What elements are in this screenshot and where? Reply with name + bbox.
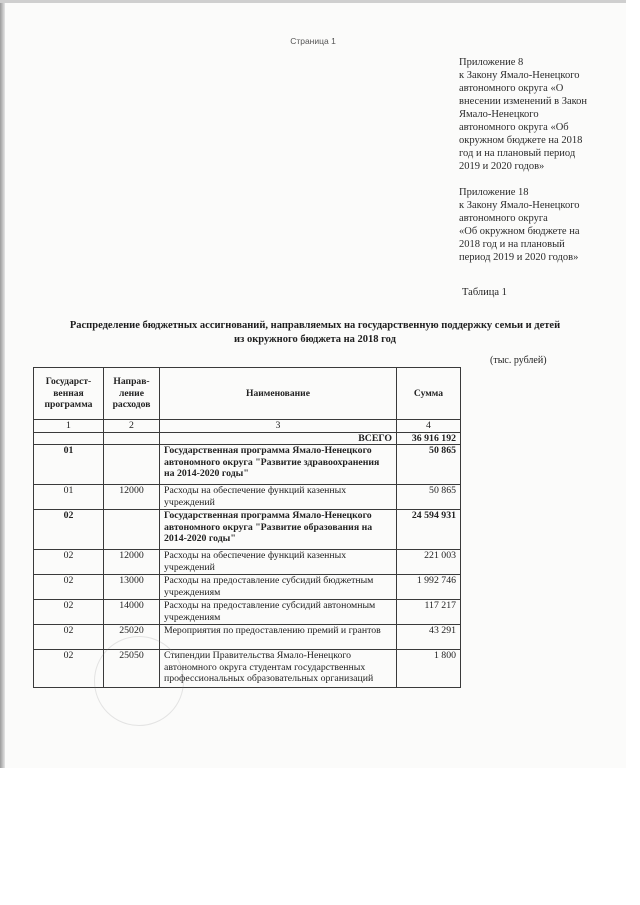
- sum-cell: 50 865: [397, 445, 461, 485]
- appendix-8-line: 2019 и 2020 годов»: [459, 161, 545, 172]
- table-row: [34, 600, 461, 625]
- name-cell: Расходы на обеспечение функций казенных учреждений: [160, 485, 397, 510]
- direction-cell: 25020: [104, 625, 160, 650]
- total-label: ВСЕГО: [160, 432, 397, 445]
- units-label: (тыс. рублей): [490, 355, 547, 366]
- appendix-18-line: Приложение 18: [459, 187, 529, 198]
- total-sum: 36 916 192: [397, 432, 461, 445]
- sum-cell: 221 003: [397, 550, 461, 575]
- name-cell: Расходы на предоставление субсидий бюджетным учреждениям: [160, 575, 397, 600]
- sum-cell: 1 800: [397, 650, 461, 688]
- table-row: [34, 625, 461, 650]
- total-row: [34, 432, 461, 445]
- name-cell: Государственная программа Ямало-Ненецкого автономного округа "Развитие образования на 2014-2020 годы": [160, 510, 397, 550]
- total-empty: [104, 432, 160, 445]
- direction-cell: 12000: [104, 485, 160, 510]
- program-cell: 01: [34, 445, 104, 485]
- direction-cell: [104, 510, 160, 550]
- title-line: из окружного бюджета на 2018 год: [234, 333, 396, 345]
- sum-cell: 1 992 746: [397, 575, 461, 600]
- column-number: 2: [104, 420, 160, 433]
- sum-cell: 43 291: [397, 625, 461, 650]
- table-label: Таблица 1: [462, 287, 507, 298]
- faint-stamp: [94, 636, 184, 726]
- appendix-18-line: к Закону Ямало-Ненецкого: [459, 200, 580, 211]
- scan-top-edge: [0, 0, 626, 3]
- column-number: 1: [34, 420, 104, 433]
- program-cell: 02: [34, 510, 104, 550]
- budget-table: [33, 367, 461, 688]
- scan-edge: [0, 0, 5, 768]
- program-cell: 02: [34, 575, 104, 600]
- sum-cell: 24 594 931: [397, 510, 461, 550]
- name-cell: Расходы на предоставление субсидий автономным учреждениям: [160, 600, 397, 625]
- appendix-8-line: автономного округа «О: [459, 83, 564, 94]
- header-name: Наименование: [160, 368, 397, 420]
- table-row: [34, 445, 461, 485]
- name-cell: Расходы на обеспечение функций казенных учреждений: [160, 550, 397, 575]
- table-row: [34, 575, 461, 600]
- appendix-8-line: внесении изменений в Закон: [459, 96, 588, 107]
- appendix-18-line: «Об окружном бюджете на: [459, 226, 580, 237]
- program-cell: 02: [34, 625, 104, 650]
- appendix-18-line: 2018 год и на плановый: [459, 239, 565, 250]
- program-cell: 02: [34, 550, 104, 575]
- appendix-8-block: [459, 56, 619, 173]
- appendix-8-line: Приложение 8: [459, 57, 524, 68]
- program-cell: 02: [34, 650, 104, 688]
- appendix-18-line: автономного округа: [459, 213, 548, 224]
- name-cell: Государственная программа Ямало-Ненецкого автономного округа "Развитие здравоохранения на 2014-2020 годы": [160, 445, 397, 485]
- total-empty: [34, 432, 104, 445]
- direction-cell: 13000: [104, 575, 160, 600]
- column-number-row: [34, 420, 461, 433]
- program-cell: 01: [34, 485, 104, 510]
- header-program: Государст-венная программа: [34, 368, 104, 420]
- header-sum: Сумма: [397, 368, 461, 420]
- title-line: Распределение бюджетных ассигнований, направляемых на государственную поддержку семьи и детей: [69, 320, 561, 331]
- name-cell: Мероприятия по предоставлению премий и грантов: [160, 625, 397, 650]
- direction-cell: [104, 445, 160, 485]
- appendix-8-line: год и на плановый период: [459, 148, 576, 159]
- name-cell: Стипендии Правительства Ямало-Ненецкого автономного округа студентам государственных профессиональных образовательных организаций: [160, 650, 397, 688]
- header-direction: Направ-ление расходов: [104, 368, 160, 420]
- direction-cell: 12000: [104, 550, 160, 575]
- document-title: [30, 319, 600, 346]
- program-cell: 02: [34, 600, 104, 625]
- direction-cell: 14000: [104, 600, 160, 625]
- appendix-18-block: [459, 186, 619, 264]
- sum-cell: 117 217: [397, 600, 461, 625]
- appendix-8-line: автономного округа «Об: [459, 122, 569, 133]
- appendix-18-line: период 2019 и 2020 годов»: [459, 252, 579, 263]
- appendix-8-line: к Закону Ямало-Ненецкого: [459, 70, 580, 81]
- table-row: [34, 485, 461, 510]
- page-label: Страница 1: [290, 36, 336, 46]
- appendix-8-line: Ямало-Ненецкого: [459, 109, 539, 120]
- sum-cell: 50 865: [397, 485, 461, 510]
- column-number: 3: [160, 420, 397, 433]
- column-number: 4: [397, 420, 461, 433]
- appendix-8-line: окружном бюджете на 2018: [459, 135, 583, 146]
- table-row: [34, 550, 461, 575]
- direction-cell: 25050: [104, 650, 160, 688]
- table-row: [34, 510, 461, 550]
